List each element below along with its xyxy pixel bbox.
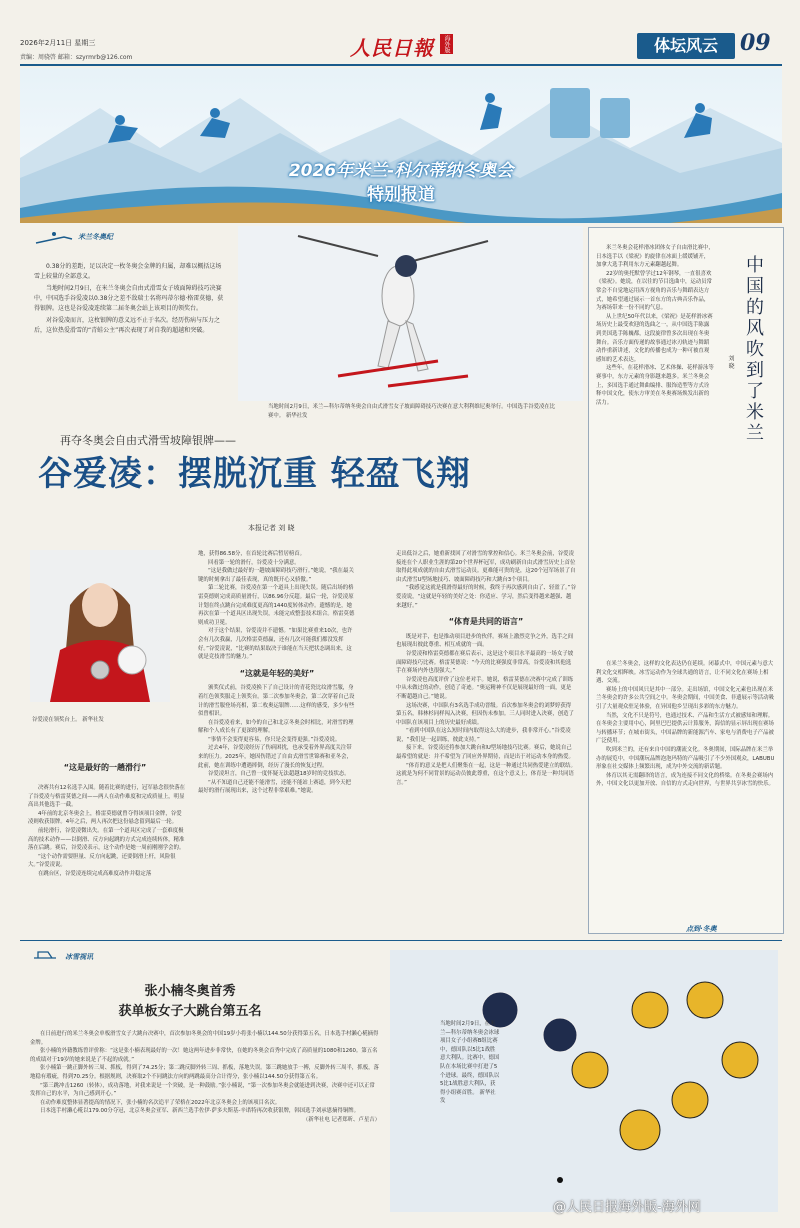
bottom-headline-2: 获单板女子大跳台第五名 xyxy=(118,1004,262,1019)
col2-subhead: “这就是年轻的美好” xyxy=(239,668,315,678)
paragraph: 在日前进行的米兰冬奥会单板滑雪女子大跳台决赛中，首次参加冬奥会的中国19岁小将张小楠以144.50分获得第五名，日本选手村濑心椛摘得金牌。 xyxy=(30,1031,379,1046)
paragraph: 走出低谷之后，她重新找回了对滑雪的掌控和信心。米兰冬奥会前，谷爱凌接连在个人职业生涯的第20个世界杯冠军，成功刷新自由式滑雪历史上首位取得此项成就的自由式滑雪运动员。更难能可贵的是，这20个冠军场景了自由式滑雪U型场地技巧、坡面障碍技巧和大跳台3个项目。 xyxy=(396,551,576,583)
photo2-caption: 谷爱凌在领奖台上。 新华社发 xyxy=(32,717,104,723)
banner-subtitle: 特别报道 xyxy=(367,185,435,205)
article-byline: 本报记者 刘 晓 xyxy=(248,524,295,532)
paragraph: 这场决赛，中国队有3名选手成功晋级。首次参加冬奥会的刘梦婷获得第五名，韩林杉同样闯入决赛，但因伤未参加。三人同时进入决赛，创造了中国队在该项目上的历史最好成绩。 xyxy=(396,702,574,726)
photo-podium xyxy=(30,550,170,702)
paragraph: 决赛共有12名选手入围。随着比赛的进行，冠军悬念很快落在了谷爱凌与格雷莫德之间——两人在动作难度和完成质量上，明显高出其他选手一截。 xyxy=(28,785,186,809)
photo3-caption: 当地时间2月9日，在米兰—科尔蒂纳冬奥会冰球项目女子小组赛B组比赛中，德国队以5比1战胜意大利队。比赛中，德国队在本场比赛中打进了5个进球。最终，德国队以5比1战胜意大利队，获得小组赛首胜。 新华社发 xyxy=(440,1021,500,1105)
paragraph: “这个动作需要胆量、反方向起跳，还要倒滑上杆，风险很大。”谷爱凌说。 xyxy=(28,853,176,869)
paragraph: “第三跳冲击1260（转体），成功落地，对我来说是一个突破，是一种鼓励。”张小楠说，“第一次参加冬奥会就能进到决赛，决赛中还可以正常发挥自己的水平，为自己感到开心。” xyxy=(30,1082,375,1098)
paragraph: 在动作难度整体显著提高的情况下，张小楠的名次追平了荣格在2022年北京冬奥会上的该项目名次。 xyxy=(40,1099,281,1106)
col1-subhead: “这是最好的一趟滑行” xyxy=(63,763,147,772)
paragraph: 谷爱凌坦言，自己曾一度怀疑无法超越18岁时的竞技状态。 xyxy=(208,771,350,778)
section-tag-ice xyxy=(32,946,93,965)
athlete-medal-photo xyxy=(30,550,170,702)
paragraph: 张小楠的外籍教练曾评价称：“这是张小楠表现最好的一次！她这两年进步非常快，在她的冬奥会首秀中完成了高质量的1080和1260。第五名的成绩对于19岁的她来说是了不起的成就。” xyxy=(30,1048,378,1063)
paragraph: 接下来，谷爱凌还将参加大跳台和U型场地技巧比赛。赛后，她说自己最希望的就是：并不希望为了回应外界期待，而是出于对运动本身的热爱。 xyxy=(396,745,574,761)
lede-paragraphs xyxy=(34,262,224,336)
sidebar-tag xyxy=(686,916,717,935)
paragraph: 4年前的北京冬奥会上，格雷莫德就曾夺得该项目金牌，谷爱凌则收获银牌。4年之后，两人再次把这份悬念留到最后一轮。 xyxy=(28,810,182,826)
header-rule xyxy=(20,64,782,66)
section-tag-ice-label: 冰雪视讯 xyxy=(65,953,94,961)
paragraph: 当然，文化不只是符号，也通过技术、产品和生活方式被感知和理解。在冬奥会主要用中心，阿里巴巴提供云计算服务，海信的显示屏出现在赛场与转播环节；在城市街头，中国品牌的新能源汽车、家电与消费电子产品被广泛使用。 xyxy=(596,712,774,745)
paragraph: 体育以其无需翻译的语言，成为连接不同文化的桥梁。在冬奥会赛场内外，中国文化以更加开放、自信的方式走向世界，与世界共享冰雪的快乐。 xyxy=(596,772,774,788)
banner-title: 2026年米兰-科尔蒂纳冬奥会 xyxy=(288,161,514,181)
olympics-banner xyxy=(20,68,782,223)
paragraph: 赛场上的中国风只是其中一部分。走出场馆，中国文化元素也出现在米兰冬奥会的许多公共空间之中。冬奥会期间，中国美食、非遗展示等活动吸引了大量观众驻足体验，在异国他乡呈现出多彩的东方魅力。 xyxy=(596,686,774,710)
ice-skate-icon xyxy=(32,949,60,961)
paragraph: 前轮滑行，谷爱凌微出失。在第一个道具区完成了一套难度极高的技术动作——以倒滑、反方向起跳的方式完成连续转体，精准落在后跳。赛后，谷爱凌表示，这个动作是她一周前刚刚学会的。 xyxy=(28,827,185,852)
paragraph: 谷爱凌也高度评价了这位老对手。她说，格雷莫德在决赛中完成了训练中从未做过的动作，创造了奇迹。“奥运精神不仅是展现最好的一面，更是不断超越自己。”她说。 xyxy=(396,676,574,700)
section-title: 体坛风云 xyxy=(637,33,735,59)
paragraph: 在米兰冬奥会，这样的文化表达仍在延续。闭幕式中，中国元素与意大利文化交相辉映。冰雪运动作为全球共通的语言，让不同文化在赛场上相遇、交流。 xyxy=(596,661,774,685)
paragraph: “我感觉这就是我滑得最好的时候，我终于再次感到自由了、轻盈了。”谷爱凌说，“这就是年轻的美好之处：你适应、学习，然后变得越来越强、越来越好。” xyxy=(396,585,576,609)
paragraph: 谷爱凌和格雷莫德都在赛后表示，这是这个项目水平最高的一场女子坡面障碍技巧比赛。格雷莫德说：“今天的比赛强度非常高，谷爱凌和其他选手在赛场内外也很强大。” xyxy=(396,650,574,675)
section-tag-label: 米兰冬奥纪 xyxy=(78,233,113,241)
paragraph: “看到中国队在这么短时间内取得这么大的进步，我非常开心。”谷爱凌说，“我们是一起训练，彼此支持。” xyxy=(396,728,571,743)
paragraph: 回看第一轮的滑行，谷爱凌十分满意。 xyxy=(208,559,300,566)
sidebar-tag-label: 点到·冬奥 xyxy=(686,925,717,933)
paragraph: 第二轮比赛，谷爱凌在第一个道具上出现失误。随后出场的格雷莫德则完成高质量滑行，以86.96分反超。最后一轮，谷爱凌原计划在终点跳台完成难度更高的1440度转体动作。遗憾的是，她再次在第一个道具区出现失误，未能完成整套技术组合。格雷莫德则成功卫冕。 xyxy=(198,585,355,626)
paragraph: 张小楠第一跳正脚外转三周、抓板，得到了74.25分；第二跳反脚外转三周、抓板，落地失误。第三跳她放手一搏，反脚外转三周半，抓板，落地稳有瑕疵，得到70.25分。根据规则，决赛取2个不同跳法方向的两跳最高分合计得分，张小楠以144.50分获得第五名。 xyxy=(30,1065,379,1080)
skier-photo xyxy=(238,226,583,401)
bottom-headline-1: 张小楠冬奥首秀 xyxy=(144,984,236,999)
editor-line: 责编：周骁啓 邮箱：szyrmrb@126.com xyxy=(20,54,133,61)
bottom-article xyxy=(30,1030,380,1125)
article-column-2 xyxy=(198,550,356,796)
paragraph: 对于这个结果，谷爱凌并不遗憾。“如果比赛重来10次，也许会有几次我赢，几次格雷莫德赢，还有几次可能我们都没发挥好。”谷爱凌说，“比赛的结果取决于谁能在当天把状态调出来，这就是竞技滑雪的魅力。” xyxy=(198,628,353,661)
paragraph: “事情不会变得更容易，你只是会变得更强。”谷爱凌说。 xyxy=(208,736,341,743)
sidebar-column-top xyxy=(596,244,714,407)
paragraph: 在跳台区，谷爱凌连续完成高难度动作并稳定落 xyxy=(38,870,152,877)
paragraph: “这是我做过最好的一趟坡面障碍技巧滑行。”她说，“我在最关键的时刻拿出了最佳表现，真的既开心又骄傲。” xyxy=(198,568,354,583)
credit: （新华社电 记者郑昕、卢星吉） xyxy=(302,1116,380,1123)
paragraph: 过去4年，谷爱凌经历了伤病困扰，也承受着外界高度关注带来的压力。2025年，她因伤错过了自由式滑雪世锦赛和亚冬会，此前，她在训练中遭遇摔倒，经历了漫长的恢复过程。 xyxy=(198,745,352,769)
paragraph: 地，获得86.58分，在首轮比赛后暂居榜首。 xyxy=(198,551,306,557)
paragraph: 吹到米兰的，还有来自中国的潮流文化。冬奥期间，国际品牌在米兰举办的展览中，中国潮玩品牌泡泡玛特的产品吸引了不少外国观众，LABUBU 形象在社交媒体上频繁出现，成为中外交流的新话题。 xyxy=(596,746,775,771)
skier-icon xyxy=(34,231,74,245)
paragraph: 从上世纪50年代以来，《梁祝》是花样滑冰赛场历史上最受欢迎的选曲之一，从中国选手陈露到美国选手陈巍都，这段旋律曾多次出现在冬奥舞台。音乐方面传递的故事通过冰刃轨迹与舞蹈动作重新讲述，文化的传播也成为一种可被直观感知的艺术表达。 xyxy=(596,313,713,363)
section-divider xyxy=(20,940,782,941)
paragraph: “体育的意义是把人们聚集在一起，这是一种通过共同热爱建立的联结。这就是为何不同背景的运动员彼此尊重，在这个意义上，体育是一种共同语言。” xyxy=(396,762,576,786)
page-number: 09 xyxy=(740,30,771,56)
paragraph: 在谷爱凌看来，如今的自己和北京冬奥会时相比，对滑雪的理解和个人成长有了更深的理解。 xyxy=(198,719,354,735)
newspaper-logo: 人民日報 xyxy=(350,36,434,60)
watermark: @人民日报海外版-海外网 xyxy=(553,1200,701,1215)
photo-skier-aerial xyxy=(238,226,583,401)
article-headline: 谷爱凌：摆脱沉重 轻盈飞翔 xyxy=(38,454,471,494)
paragraph: 颁奖仪式前，谷爱凌换下了自己设计的青花瓷比纹滑雪服，身着红色领奖服走上领奖台。第二次参加冬奥会，第二次穿着自己设计的滑雪服登场亮相，第二枚奥运银牌……这样的感受，多少有些似曾相识。 xyxy=(198,685,355,718)
edition-badge: 海外版 xyxy=(440,34,453,54)
sidebar-title: 中国的风吹到了米兰 xyxy=(743,255,764,444)
paragraph: 米兰冬奥会花样滑冰团体女子自由滑比赛中，日本选手以《梁祝》的旋律在冰面上缓缓铺开，加拿大选手利用东方元素翻越起舞。 xyxy=(596,245,714,269)
lede-paragraph: 对谷爱凌而言，这枚银牌的意义远不止于名次。经历伤病与压力之后，这位热爱滑雪的“青蛙公主”再次表现了对自我的超越和突破。 xyxy=(34,317,221,334)
paragraph: 22岁的奥托默曾学过12年钢琴，一直很喜欢《梁祝》。她说，在以往的节目选曲中，运动员常常会不自觉地运用西方视角的音乐与舞蹈表达方式，她希望通过展示一首东方的古典音乐作品，为赛场带来一份不同的气息。 xyxy=(596,270,712,312)
section-tag-milan xyxy=(34,230,164,244)
paragraph: 日本选手村濑心椛以179.00分夺冠，北京冬奥会亚军、新西兰选手佐伊·萨多夫斯基-辛诺特再次收获银牌，韩国选手刘承恩摘得铜牌。 xyxy=(40,1108,360,1115)
col3-subhead: “体育是共同的语言” xyxy=(448,617,524,627)
photo1-caption: 当地时间2月9日，米兰—科尔蒂纳冬奥会自由式滑雪女子坡面障碍技巧决赛在意大利利维尼奥举行。中国选手谷爱凌在比赛中。 新华社发 xyxy=(268,404,556,419)
article-kicker: 再夺冬奥会自由式滑雪坡障银牌—— xyxy=(60,434,236,447)
paragraph: “从不知道自己还能不能滑雪，还能不能站上赛道，到今天把最好的滑行展现出来，这个过程非常艰难。”她说。 xyxy=(198,779,351,795)
lede-paragraph: 0.38分的差距，足以决定一枚冬奥会金牌的归属，却难以概括这场雪上较量的全部意义。 xyxy=(34,263,222,280)
article-column-3 xyxy=(396,550,576,787)
paragraph: 这些年，在花样滑冰、艺术体操、花样游泳等赛事中，东方元素的身影越来越多。米兰冬奥会上，多国选手通过舞曲编排、服饰造型等方式诠释中国文化，使东方审美在冬奥赛场焕发出新的活力。 xyxy=(596,365,714,406)
sidebar-author: 刘 晓 xyxy=(727,355,734,369)
lede-paragraph: 当地时间2月9日，在米兰冬奥会自由式滑雪女子坡面障碍技巧决赛中，中国选手谷爱凌以0.38分之差不敌瑞士名将玛蒂尔德·格雷莫德，获得银牌。这也是谷爱凌连续第二届冬奥会站上该项目的领奖台。 xyxy=(34,285,224,312)
article-column-1 xyxy=(28,784,186,879)
paragraph: 既是对手，也是推动项目进步的伙伴。赛场上激烈竞争之外，选手之间也展现出彼此尊重、相互成就的一面。 xyxy=(396,633,574,649)
sidebar-column-bottom xyxy=(596,660,776,789)
issue-date: 2026年2月11日 星期三 xyxy=(20,39,96,47)
